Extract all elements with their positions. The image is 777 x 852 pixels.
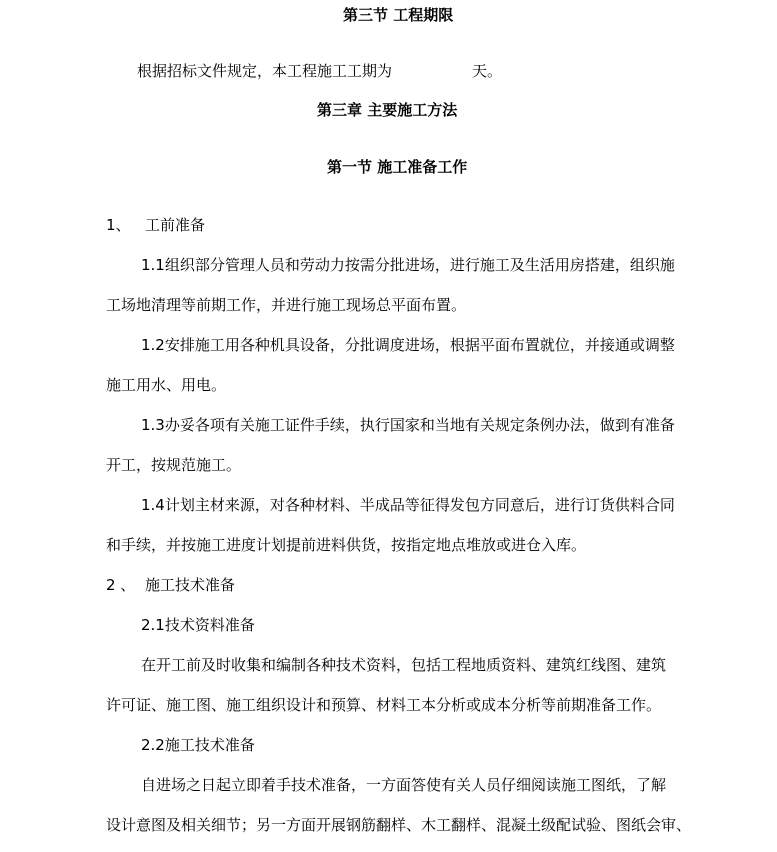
subsection-2-2-title: 2.2施工技术准备	[141, 736, 255, 754]
paragraph-1-1-line2: 工场地清理等前期工作，并进行施工现场总平面布置。	[106, 296, 467, 314]
paragraph-1-3-line1: 1.3办妥各项有关施工证件手续，执行国家和当地有关规定条例办法，做到有准备	[141, 416, 675, 434]
period-text-a: 根据招标文件规定，本工程施工工期为	[137, 62, 393, 80]
paragraph-1-4-line1: 1.4计划主材来源，对各种材料、半成品等征得发包方同意后，进行订货供料合同	[141, 496, 675, 514]
chapter3-title: 第三章 主要施工方法	[317, 101, 458, 119]
paragraph-2-2-line1: 自进场之日起立即着手技术准备，一方面答使有关人员仔细阅读施工图纸，了解	[141, 776, 667, 794]
paragraph-1-3-line2: 开工，按规范施工。	[106, 456, 242, 474]
item1-number: 1、	[106, 216, 131, 234]
paragraph-1-2-line2: 施工用水、用电。	[106, 376, 227, 394]
paragraph-2-1-line1: 在开工前及时收集和编制各种技术资料，包括工程地质资料、建筑红线图、建筑	[141, 656, 667, 674]
paragraph-1-1-line1: 1.1组织部分管理人员和劳动力按需分批进场，进行施工及生活用房搭建，组织施	[141, 256, 675, 274]
item2-title: 施工技术准备	[145, 576, 236, 594]
subsection-2-1-title: 2.1技术资料准备	[141, 616, 255, 634]
period-text-b: 天。	[472, 62, 503, 80]
section3-title: 第三节 工程期限	[343, 6, 454, 24]
item2-number: 2 、	[106, 576, 136, 594]
paragraph-1-4-line2: 和手续，并按施工进度计划提前进料供货，按指定地点堆放或进仓入库。	[106, 536, 587, 554]
paragraph-2-1-line2: 许可证、施工图、施工组织设计和预算、材料工本分析或成本分析等前期准备工作。	[106, 696, 662, 714]
item1-title: 工前准备	[145, 216, 206, 234]
paragraph-1-2-line1: 1.2安排施工用各种机具设备，分批调度进场，根据平面布置就位，并接通或调整	[141, 336, 675, 354]
paragraph-2-2-line2: 设计意图及相关细节；另一方面开展钢筋翻样、木工翻样、混凝土级配试验、图纸会审、	[106, 816, 692, 834]
section1-title: 第一节 施工准备工作	[327, 158, 468, 176]
